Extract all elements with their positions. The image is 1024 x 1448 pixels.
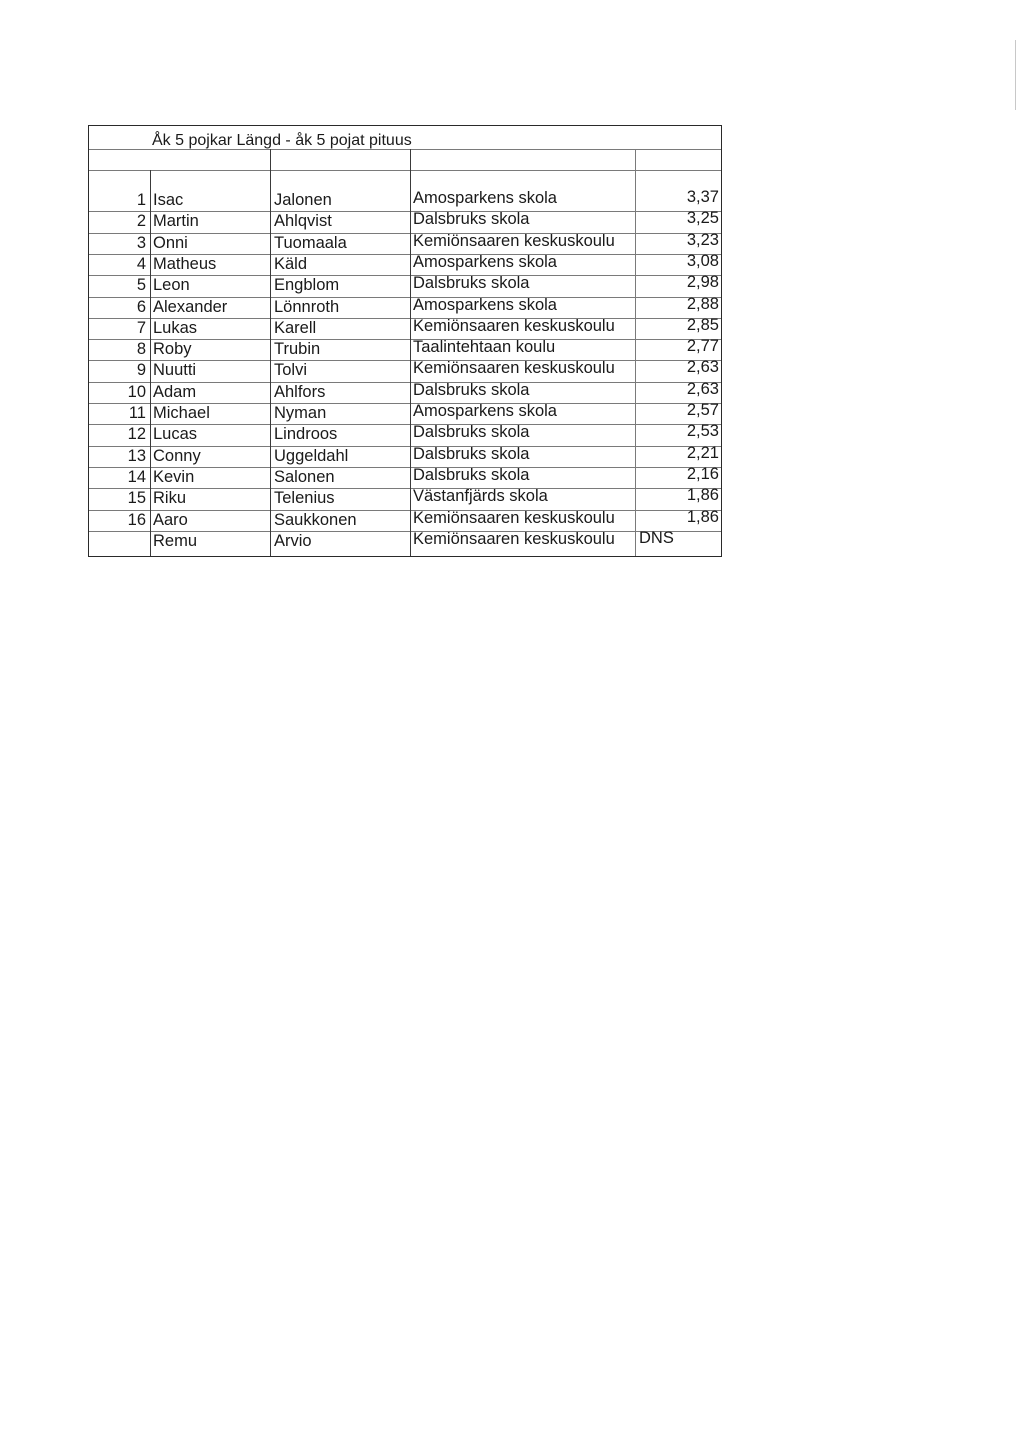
result-cell: 2,88 [686, 294, 719, 313]
school-cell: Dalsbruks skola [413, 444, 530, 463]
last-name-cell: Uggeldahl [274, 446, 349, 465]
result-cell: 2,85 [686, 315, 719, 334]
last-name-cell: Engblom [274, 276, 340, 295]
rank-cell: 11 [128, 404, 146, 422]
last-name-cell: Ahlqvist [274, 212, 332, 231]
result-cell: 3,08 [686, 251, 719, 270]
rank-cell: 15 [127, 489, 146, 508]
school-cell: Amosparkens skola [413, 295, 557, 314]
result-cell: 2,16 [686, 464, 719, 483]
result-cell: 3,23 [686, 230, 719, 249]
result-cell: 3,37 [686, 188, 719, 206]
table-gridline-horizontal [89, 149, 721, 150]
table-gridline-horizontal [89, 170, 721, 171]
first-name-cell: Nuutti [153, 361, 197, 380]
first-name-cell: Remu [153, 531, 198, 550]
result-cell: 2,98 [686, 273, 719, 292]
first-name-cell: Riku [153, 489, 187, 508]
result-cell: 3,25 [686, 209, 719, 228]
table-title: Åk 5 pojkar Längd - åk 5 pojat pituus [152, 132, 412, 149]
last-name-cell: Arvio [274, 531, 312, 550]
rank-cell: 9 [136, 361, 146, 380]
last-name-cell: Salonen [274, 467, 335, 486]
last-name-cell: Karell [274, 318, 317, 337]
rank-cell: 13 [127, 446, 146, 465]
rank-cell: 3 [136, 233, 146, 252]
result-cell: 2,21 [686, 443, 719, 462]
first-name-cell: Roby [153, 340, 192, 359]
rank-cell: 14 [127, 467, 146, 486]
first-name-cell: Conny [153, 446, 201, 465]
first-name-cell: Lucas [153, 425, 198, 444]
scan-edge-mark [1015, 40, 1016, 110]
rank-cell: 7 [136, 318, 146, 337]
school-cell: Taalintehtaan koulu [413, 338, 556, 357]
table-gridline-vertical [270, 149, 271, 556]
first-name-cell: Isac [153, 191, 184, 209]
last-name-cell: Jalonen [274, 191, 332, 209]
school-cell: Kemiönsaaren keskuskoulu [413, 359, 615, 378]
school-cell: Dalsbruks skola [413, 210, 530, 229]
last-name-cell: Ahlfors [274, 382, 326, 401]
rank-cell: 1 [136, 191, 146, 209]
results-table [88, 125, 722, 557]
school-cell: Dalsbruks skola [413, 465, 530, 484]
school-cell: Kemiönsaaren keskuskoulu [413, 316, 615, 335]
school-cell: Amosparkens skola [413, 402, 557, 420]
result-cell: 1,86 [686, 507, 719, 526]
rank-cell: 12 [127, 425, 146, 444]
last-name-cell: Telenius [274, 489, 335, 508]
last-name-cell: Tolvi [274, 361, 308, 380]
school-cell: Amosparkens skola [413, 189, 557, 207]
last-name-cell: Lönnroth [274, 297, 340, 316]
table-gridline-vertical [150, 170, 151, 556]
school-cell: Dalsbruks skola [413, 423, 530, 442]
first-name-cell: Alexander [153, 297, 228, 316]
last-name-cell: Lindroos [274, 425, 338, 444]
last-name-cell: Käld [274, 254, 308, 273]
result-cell: 2,77 [686, 337, 719, 356]
rank-cell: 8 [136, 340, 146, 359]
first-name-cell: Michael [153, 404, 210, 422]
last-name-cell: Saukkonen [274, 510, 357, 529]
last-name-cell: Trubin [274, 340, 321, 359]
table-gridline-vertical [635, 149, 636, 556]
rank-cell: 4 [136, 254, 146, 273]
first-name-cell: Onni [153, 233, 188, 252]
rank-cell: 2 [136, 212, 146, 231]
rank-cell: 5 [136, 276, 146, 295]
school-cell: Kemiönsaaren keskuskoulu [413, 508, 615, 527]
rank-cell: 16 [127, 510, 146, 529]
first-name-cell: Adam [153, 382, 197, 401]
result-cell: 2,63 [686, 379, 719, 398]
school-cell: Dalsbruks skola [413, 274, 530, 293]
first-name-cell: Lukas [153, 318, 198, 337]
result-cell: 2,63 [686, 358, 719, 377]
school-cell: Amosparkens skola [413, 252, 557, 271]
first-name-cell: Martin [153, 212, 199, 231]
rank-cell: 10 [127, 382, 146, 401]
table-gridline-vertical [410, 149, 411, 556]
result-cell: DNS [639, 528, 674, 547]
last-name-cell: Nyman [274, 404, 327, 422]
school-cell: Västanfjärds skola [413, 487, 548, 506]
result-cell: 2,53 [686, 422, 719, 441]
first-name-cell: Aaro [153, 510, 188, 529]
last-name-cell: Tuomaala [274, 233, 347, 252]
first-name-cell: Matheus [153, 254, 217, 273]
first-name-cell: Leon [153, 276, 190, 295]
school-cell: Dalsbruks skola [413, 380, 530, 399]
rank-cell: 6 [136, 297, 146, 316]
first-name-cell: Kevin [153, 467, 195, 486]
school-cell: Kemiönsaaren keskuskoulu [413, 231, 615, 250]
result-cell: 1,86 [686, 486, 719, 505]
school-cell: Kemiönsaaren keskuskoulu [413, 529, 615, 548]
result-cell: 2,57 [686, 401, 719, 419]
